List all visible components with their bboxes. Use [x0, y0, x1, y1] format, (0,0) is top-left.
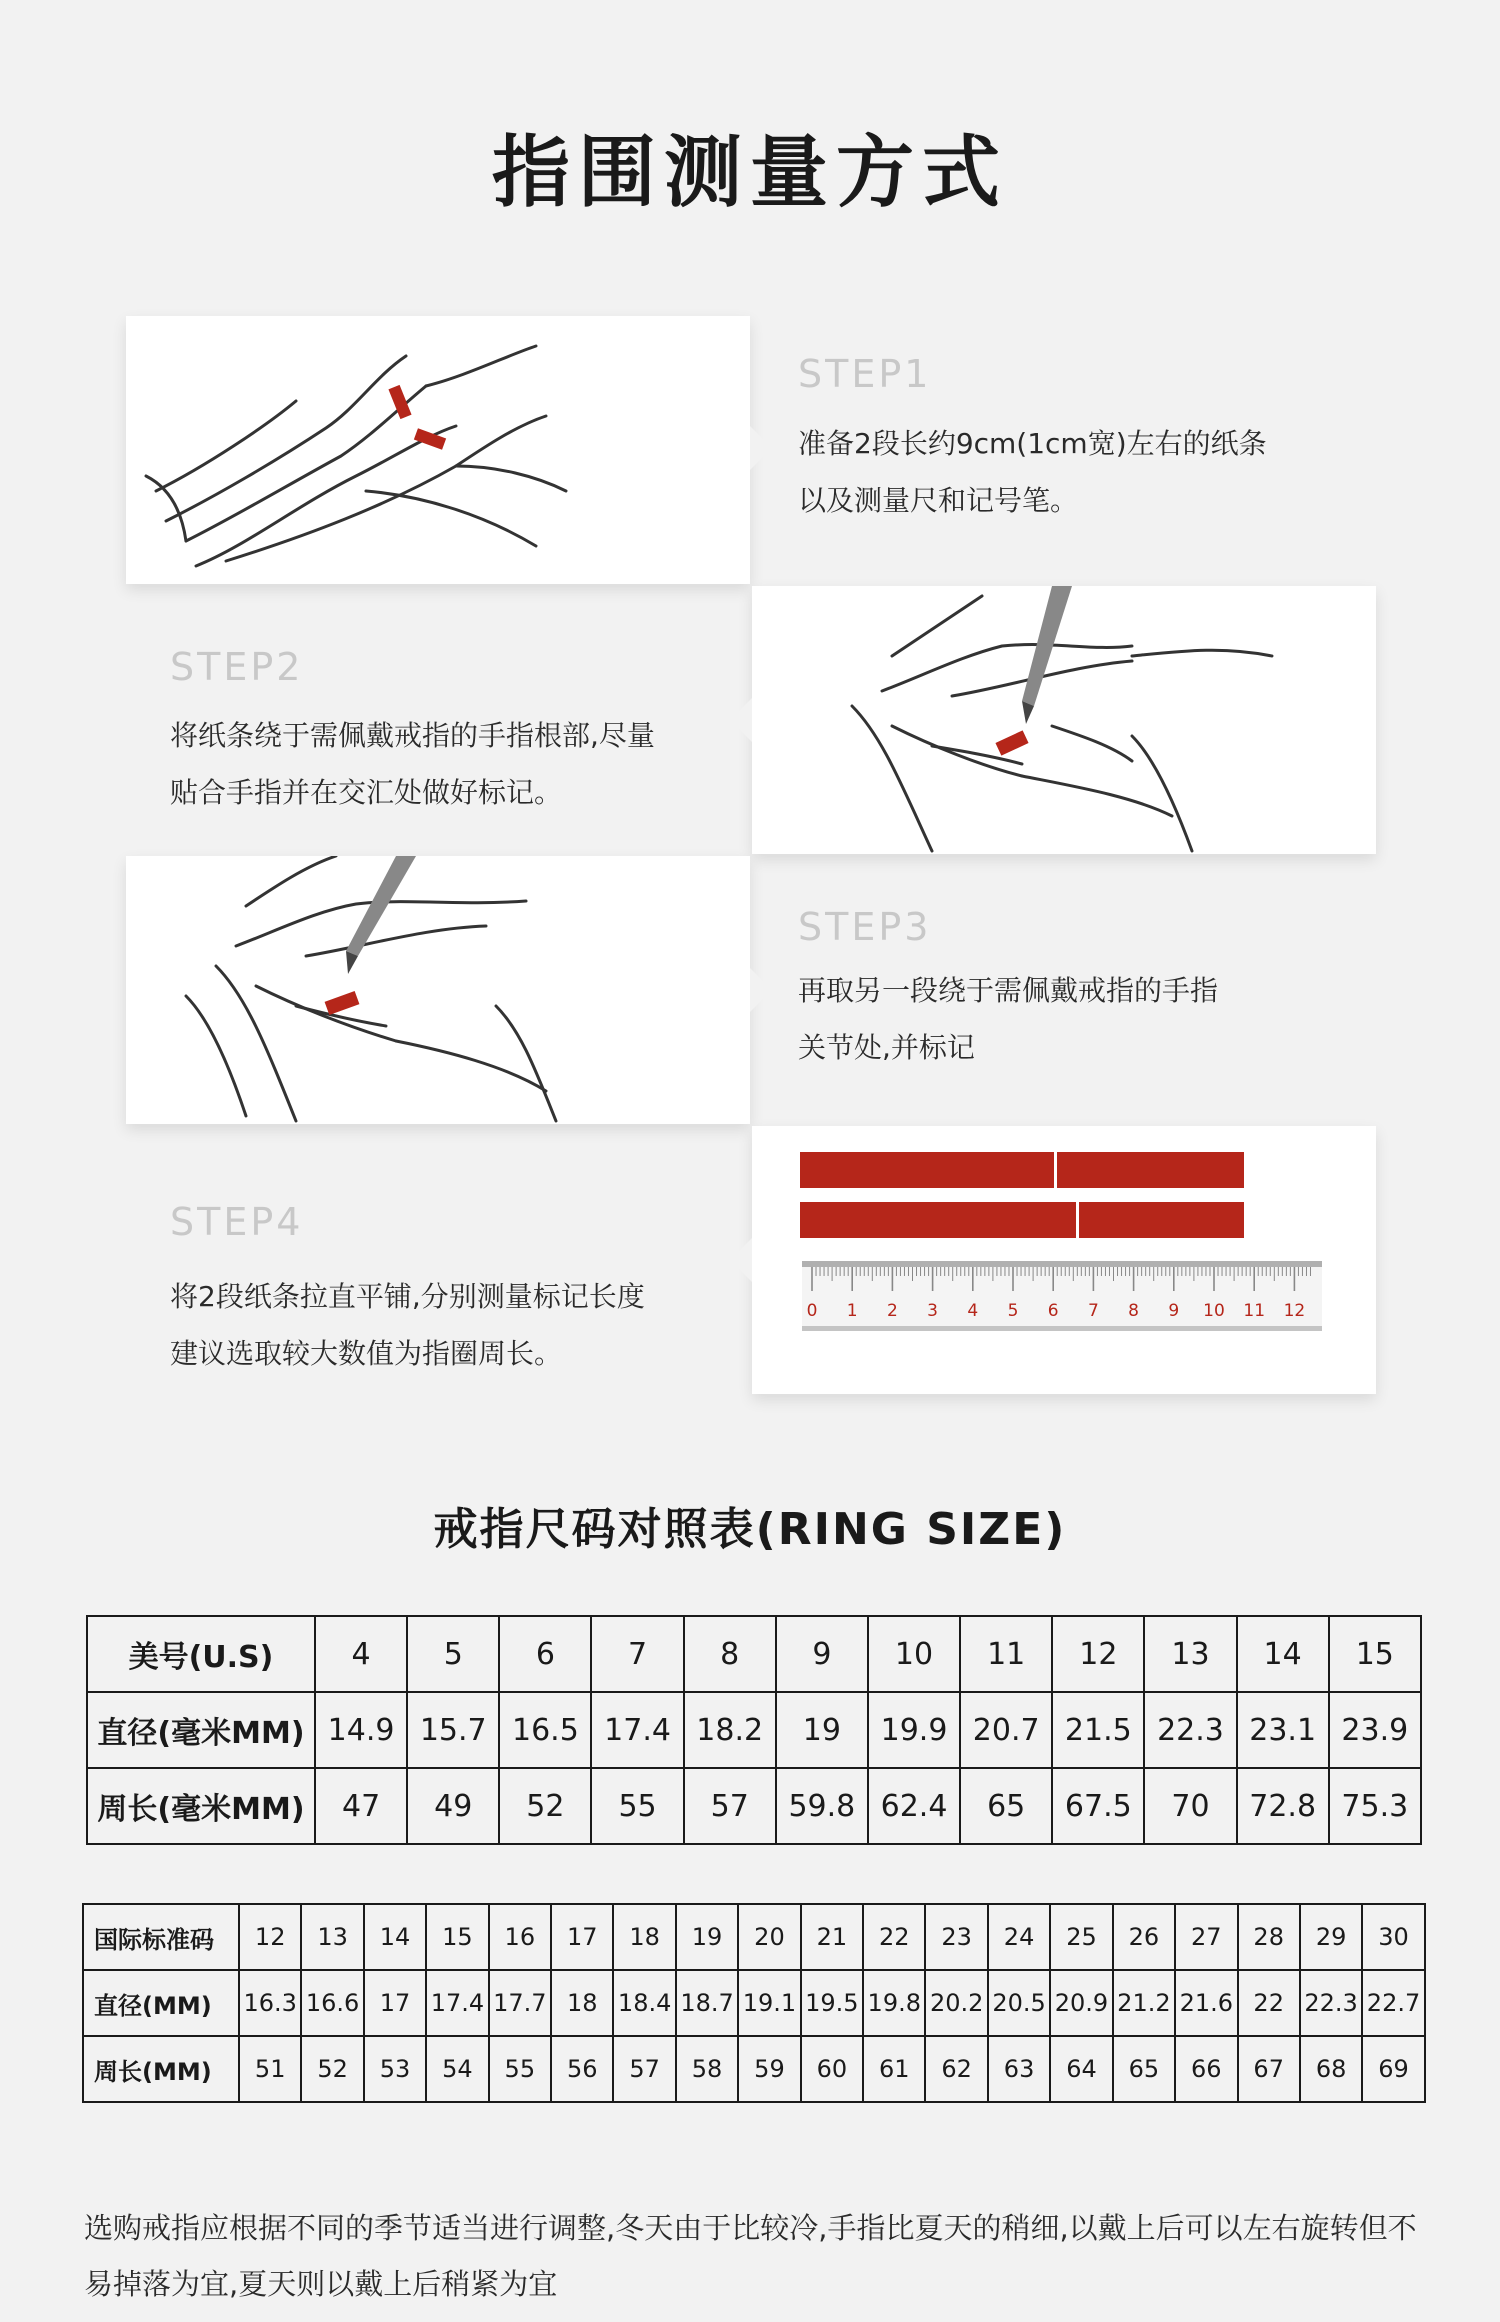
table-cell: 19.1 — [738, 1970, 800, 2036]
circumference-header: 周长(MM) — [83, 2036, 239, 2102]
ruler-tick-label: 6 — [1047, 1301, 1059, 1321]
step1-pointer — [750, 426, 772, 470]
ruler-tick-label: 11 — [1243, 1301, 1266, 1321]
table-cell: 27 — [1175, 1904, 1237, 1970]
table-cell: 14.9 — [315, 1692, 407, 1768]
table-cell: 20.9 — [1050, 1970, 1112, 2036]
table-cell: 24 — [988, 1904, 1050, 1970]
table-cell: 18.4 — [613, 1970, 675, 2036]
paper-strip-2 — [800, 1202, 1244, 1238]
table-cell: 17.4 — [591, 1692, 683, 1768]
table-cell: 19.8 — [863, 1970, 925, 2036]
step4-text: 将2段纸条拉直平铺,分别测量标记长度 建议选取较大数值为指圈周长。 — [170, 1280, 645, 1370]
table-cell: 18.7 — [676, 1970, 738, 2036]
table-cell: 19.9 — [868, 1692, 960, 1768]
hand-marking-strip-illustration — [752, 586, 1376, 854]
table-cell: 6 — [499, 1616, 591, 1692]
table-cell: 26 — [1113, 1904, 1175, 1970]
table-cell: 20 — [738, 1904, 800, 1970]
table-cell: 11 — [960, 1616, 1052, 1692]
ruler-tick-label: 4 — [967, 1301, 979, 1321]
table-cell: 17 — [551, 1904, 613, 1970]
table-cell: 16.5 — [499, 1692, 591, 1768]
table-cell: 21.6 — [1175, 1970, 1237, 2036]
table-cell: 65 — [960, 1768, 1052, 1844]
table-cell: 69 — [1362, 2036, 1424, 2102]
table-cell: 23.1 — [1237, 1692, 1329, 1768]
ruler-tick-label: 0 — [806, 1301, 818, 1321]
table-cell: 19 — [676, 1904, 738, 1970]
table-cell: 28 — [1238, 1904, 1300, 1970]
table-cell: 64 — [1050, 2036, 1112, 2102]
table-cell: 75.3 — [1329, 1768, 1421, 1844]
table-cell: 20.2 — [925, 1970, 987, 2036]
page-title: 指围测量方式 — [491, 128, 1008, 218]
seasonal-sizing-note: 选购戒指应根据不同的季节适当进行调整,冬天由于比较冷,手指比夏天的稍细,以戴上后可以左右旋转但不易掉落为宜,夏天则以戴上后稍紧为宜 — [84, 2211, 1417, 2301]
table-cell: 20.5 — [988, 1970, 1050, 2036]
table-cell: 22.3 — [1144, 1692, 1236, 1768]
table-cell: 19.5 — [801, 1970, 863, 2036]
table-cell: 29 — [1300, 1904, 1362, 1970]
table-cell: 14 — [1237, 1616, 1329, 1692]
table-cell: 7 — [591, 1616, 683, 1692]
intl-size-header: 国际标准码 — [83, 1904, 239, 1970]
table-cell: 22.7 — [1362, 1970, 1424, 2036]
ruler-tick-label: 7 — [1087, 1301, 1099, 1321]
step3-text: 再取另一段绕于需佩戴戒指的手指 关节处,并标记 — [798, 974, 1219, 1064]
table-cell: 58 — [676, 2036, 738, 2102]
international-size-table — [82, 1903, 1426, 2103]
table-cell: 14 — [364, 1904, 426, 1970]
table-cell: 16.6 — [301, 1970, 363, 2036]
hand-with-paper-strip-illustration — [126, 316, 750, 584]
table-cell: 16 — [489, 1904, 551, 1970]
ruler-tick-label: 12 — [1283, 1301, 1306, 1321]
table-cell: 23 — [925, 1904, 987, 1970]
table-cell: 70 — [1144, 1768, 1236, 1844]
table-row — [83, 1970, 1425, 2036]
paper-strip-1 — [800, 1152, 1244, 1188]
step1-text: 准备2段长约9cm(1cm宽)左右的纸条 以及测量尺和记号笔。 — [798, 427, 1267, 517]
table-cell: 15 — [1329, 1616, 1421, 1692]
table-cell: 10 — [868, 1616, 960, 1692]
table-cell: 56 — [551, 2036, 613, 2102]
table-cell: 9 — [776, 1616, 868, 1692]
table-cell: 67.5 — [1052, 1768, 1144, 1844]
table-cell: 66 — [1175, 2036, 1237, 2102]
step2-pointer — [730, 698, 752, 742]
table-cell: 54 — [426, 2036, 488, 2102]
table-cell: 59 — [738, 2036, 800, 2102]
step1-label: STEP1 — [798, 352, 932, 396]
table-cell: 57 — [684, 1768, 776, 1844]
table-cell: 8 — [684, 1616, 776, 1692]
ruler-tick-label: 8 — [1128, 1301, 1140, 1321]
table-cell: 51 — [239, 2036, 301, 2102]
table-cell: 68 — [1300, 2036, 1362, 2102]
table-cell: 67 — [1238, 2036, 1300, 2102]
table-cell: 17.4 — [426, 1970, 488, 2036]
table-cell: 13 — [1144, 1616, 1236, 1692]
table-cell: 18 — [551, 1970, 613, 2036]
table-cell: 17.7 — [489, 1970, 551, 2036]
step2-image-card — [752, 586, 1376, 854]
table-cell: 65 — [1113, 2036, 1175, 2102]
step1-image-card — [126, 316, 750, 584]
table-cell: 49 — [407, 1768, 499, 1844]
table-cell: 18.2 — [684, 1692, 776, 1768]
table-cell: 52 — [301, 2036, 363, 2102]
table-cell: 15 — [426, 1904, 488, 1970]
table-cell: 62 — [925, 2036, 987, 2102]
diameter-header: 直径(毫米MM) — [87, 1692, 315, 1768]
table-cell: 13 — [301, 1904, 363, 1970]
table-cell: 4 — [315, 1616, 407, 1692]
table-cell: 22 — [863, 1904, 925, 1970]
table-row — [83, 2036, 1425, 2102]
diameter-header: 直径(MM) — [83, 1970, 239, 2036]
circumference-header: 周长(毫米MM) — [87, 1768, 315, 1844]
table-row — [87, 1768, 1421, 1844]
size-chart-title: 戒指尺码对照表(RING SIZE) — [433, 1504, 1067, 1555]
table-cell: 60 — [801, 2036, 863, 2102]
table-cell: 57 — [613, 2036, 675, 2102]
ruler-tick-label: 3 — [927, 1301, 939, 1321]
table-cell: 25 — [1050, 1904, 1112, 1970]
table-row — [87, 1616, 1421, 1692]
table-cell: 47 — [315, 1768, 407, 1844]
table-cell: 23.9 — [1329, 1692, 1421, 1768]
step3-image-card — [126, 856, 750, 1124]
table-cell: 72.8 — [1237, 1768, 1329, 1844]
table-cell: 16.3 — [239, 1970, 301, 2036]
table-cell: 17 — [364, 1970, 426, 2036]
ruler-tick-label: 5 — [1007, 1301, 1019, 1321]
table-row — [87, 1692, 1421, 1768]
table-cell: 21.5 — [1052, 1692, 1144, 1768]
step2-label: STEP2 — [170, 645, 304, 689]
step4-image-card — [752, 1126, 1376, 1394]
table-cell: 63 — [988, 2036, 1050, 2102]
table-cell: 22 — [1238, 1970, 1300, 2036]
ruler-tick-label: 9 — [1168, 1301, 1180, 1321]
table-cell: 55 — [591, 1768, 683, 1844]
table-cell: 59.8 — [776, 1768, 868, 1844]
table-cell: 12 — [239, 1904, 301, 1970]
table-cell: 52 — [499, 1768, 591, 1844]
table-cell: 30 — [1362, 1904, 1424, 1970]
step3-label: STEP3 — [798, 905, 932, 949]
paper-strips-and-ruler-illustration — [752, 1126, 1376, 1394]
table-cell: 62.4 — [868, 1768, 960, 1844]
table-cell: 18 — [613, 1904, 675, 1970]
table-cell: 53 — [364, 2036, 426, 2102]
table-cell: 21.2 — [1113, 1970, 1175, 2036]
step2-text: 将纸条绕于需佩戴戒指的手指根部,尽量 贴合手指并在交汇处做好标记。 — [170, 719, 655, 809]
step4-pointer — [730, 1238, 752, 1282]
ruler-tick-label: 2 — [886, 1301, 898, 1321]
table-row — [83, 1904, 1425, 1970]
step4-label: STEP4 — [170, 1200, 304, 1244]
ruler-tick-label: 10 — [1203, 1301, 1225, 1321]
hand-marking-knuckle-illustration — [126, 856, 750, 1124]
table-cell: 20.7 — [960, 1692, 1052, 1768]
us-size-header: 美号(U.S) — [87, 1616, 315, 1692]
table-cell: 12 — [1052, 1616, 1144, 1692]
table-cell: 5 — [407, 1616, 499, 1692]
table-cell: 61 — [863, 2036, 925, 2102]
table-cell: 22.3 — [1300, 1970, 1362, 2036]
table-cell: 15.7 — [407, 1692, 499, 1768]
step3-pointer — [750, 968, 772, 1012]
table-cell: 19 — [776, 1692, 868, 1768]
table-cell: 55 — [489, 2036, 551, 2102]
us-size-table — [86, 1615, 1422, 1845]
table-cell: 21 — [801, 1904, 863, 1970]
ruler-tick-label: 1 — [846, 1301, 858, 1321]
